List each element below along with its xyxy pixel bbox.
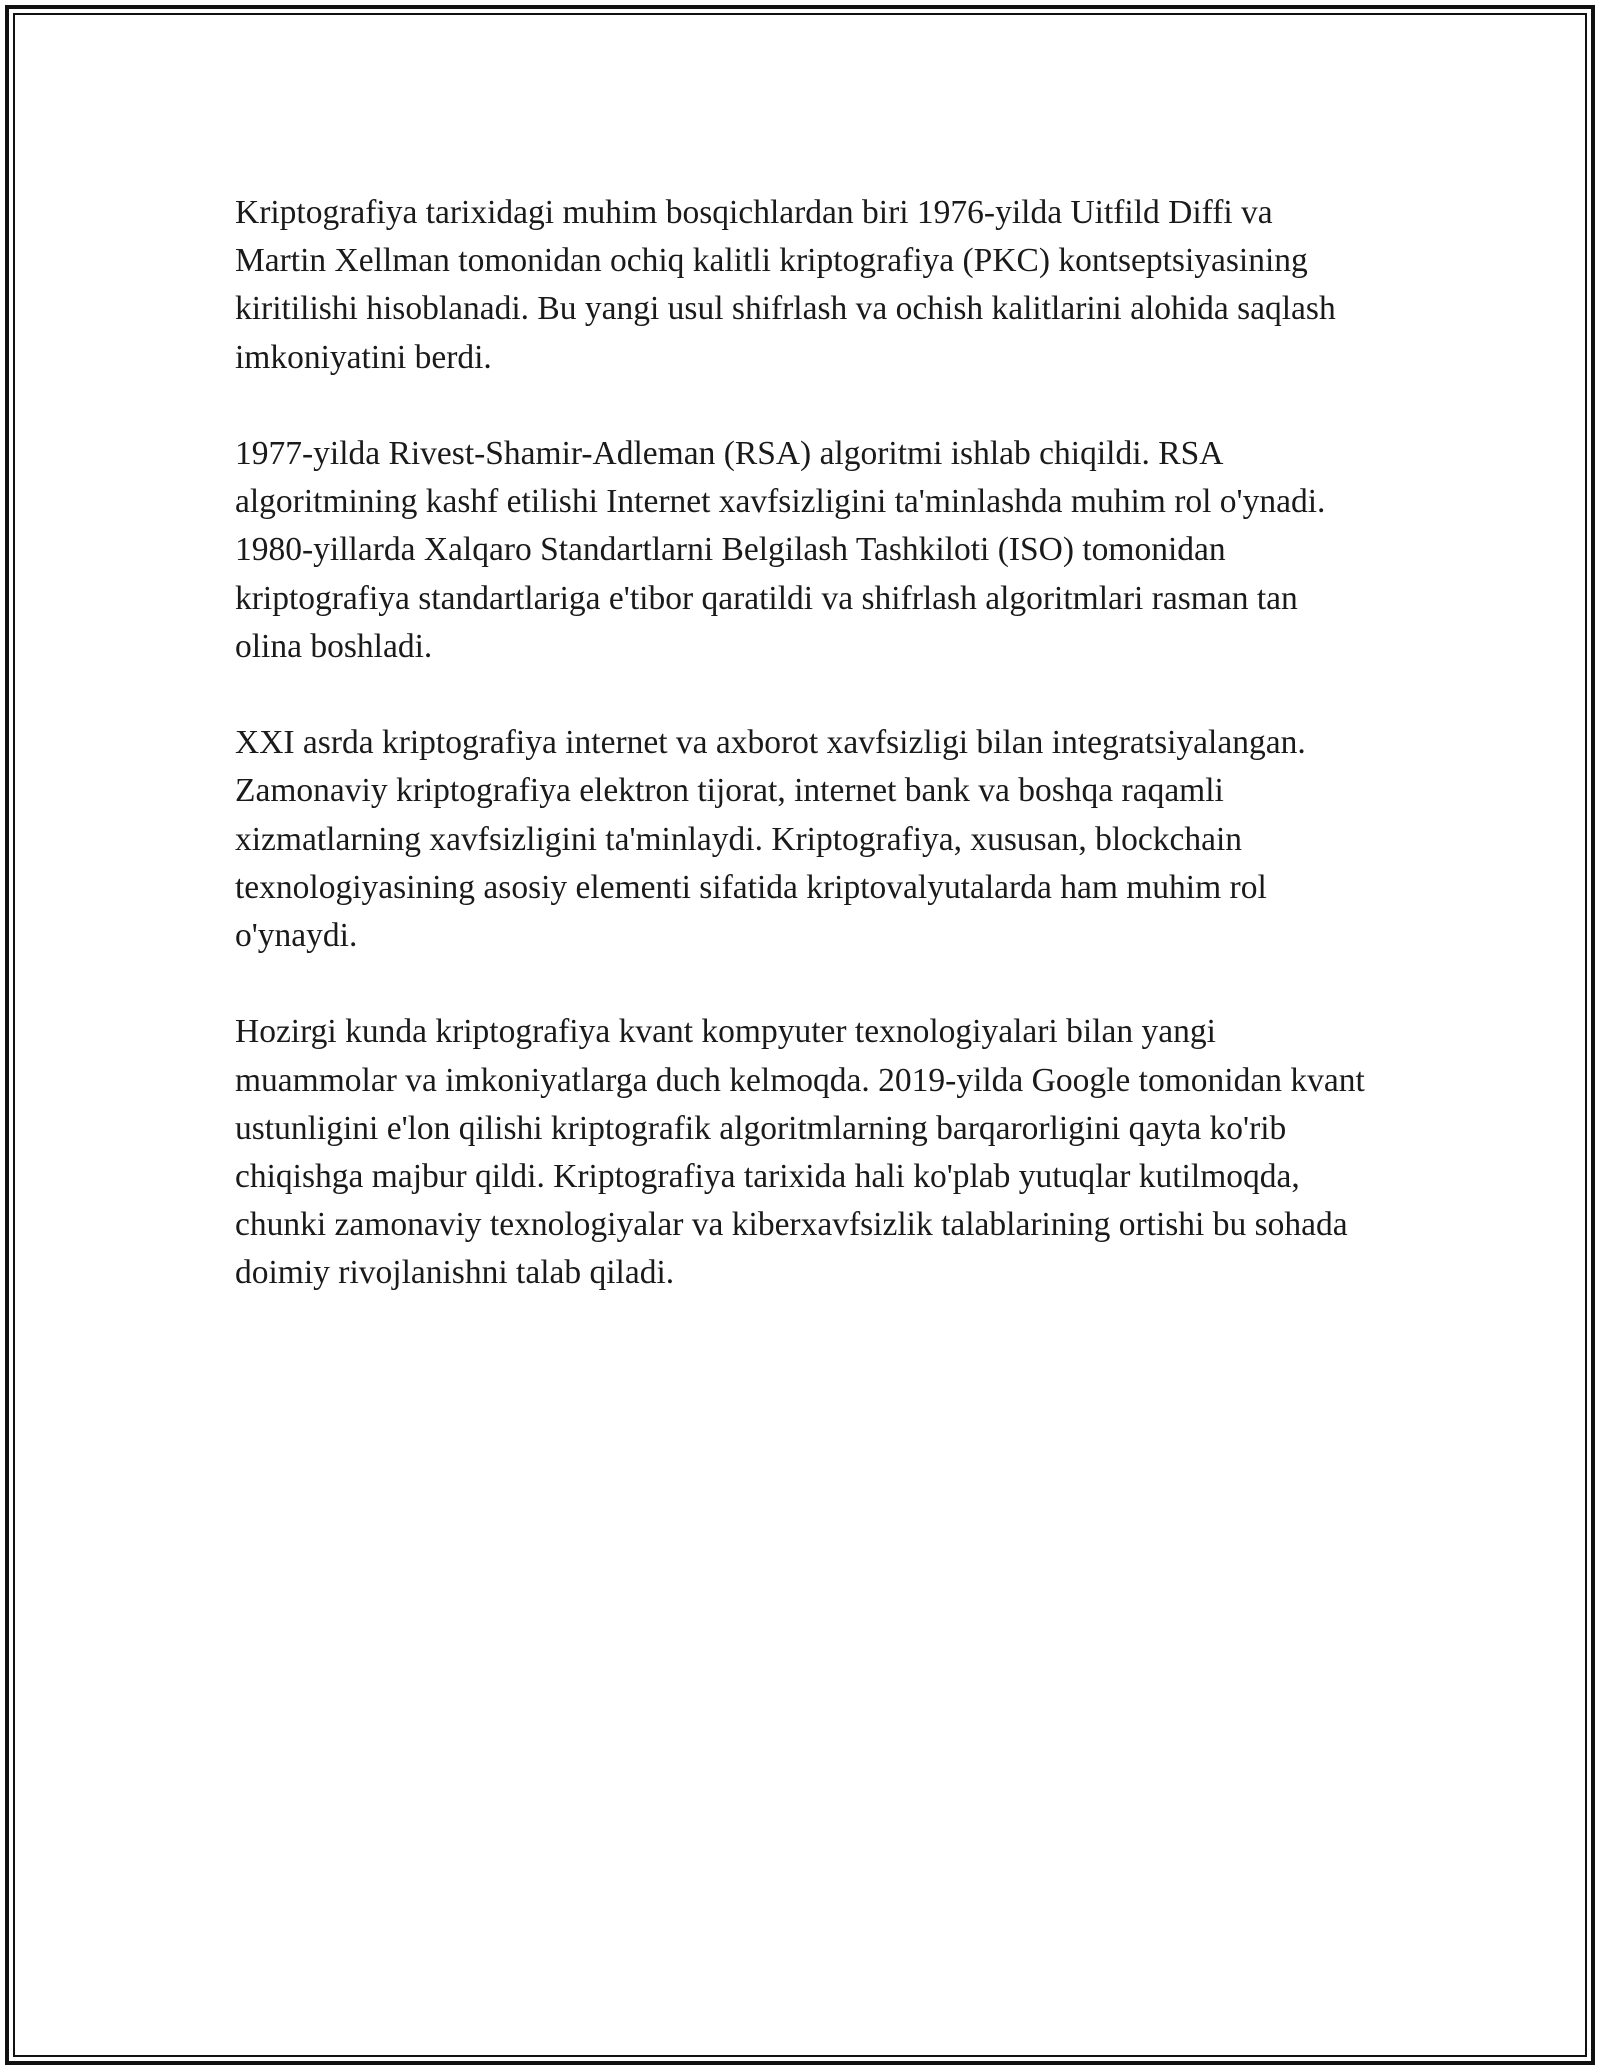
paragraph-2: 1977-yilda Rivest-Shamir-Adleman (RSA) algoritmi ishlab chiqildi. RSA algoritmining kashf etilishi Internet xavfsizligini ta'minlashda muhim rol o'ynadi. 1980-yillarda Xalqaro Standartlarni Belgilash Tashkiloti (ISO) tomonidan kriptografiya standartlariga e'tibor qaratildi va shifrlash algoritmlari rasman tan olina boshladi. xyxy=(235,435,1326,665)
document-body xyxy=(235,189,1365,1298)
paragraph-1: Kriptografiya tarixidagi muhim bosqichlardan biri 1976-yilda Uitfild Diffi va Martin Xellman tomonidan ochiq kalitli kriptografiya (PKC) kontseptsiyasining kiritilishi hisoblanadi. Bu yangi usul shifrlash va ochish kalitlarini alohida saqlash imkoniyatini berdi. xyxy=(235,194,1336,376)
paragraph-3: XXI asrda kriptografiya internet va axborot xavfsizligi bilan integratsiyalangan. Zamonaviy kriptografiya elektron tijorat, internet bank va boshqa raqamli xizmatlarning xavfsizligini ta'minlaydi. Kriptografiya, xususan, blockchain texnologiyasining asosiy elementi sifatida kriptovalyutalarda ham muhim rol o'ynaydi. xyxy=(235,724,1306,955)
paragraph-4: Hozirgi kunda kriptografiya kvant kompyuter texnologiyalari bilan yangi muammolar va imkoniyatlarga duch kelmoqda. 2019-yilda Google tomonidan kvant ustunligini e'lon qilishi kriptografik algoritmlarning barqarorligini qayta ko'rib chiqishga majbur qildi. Kriptografiya tarixida hali ko'plab yutuqlar kutilmoqda, chunki zamonaviy texnologiyalar va kiberxavfsizlik talablarining ortishi bu sohada doimiy rivojlanishni talab qiladi. xyxy=(235,1013,1365,1292)
